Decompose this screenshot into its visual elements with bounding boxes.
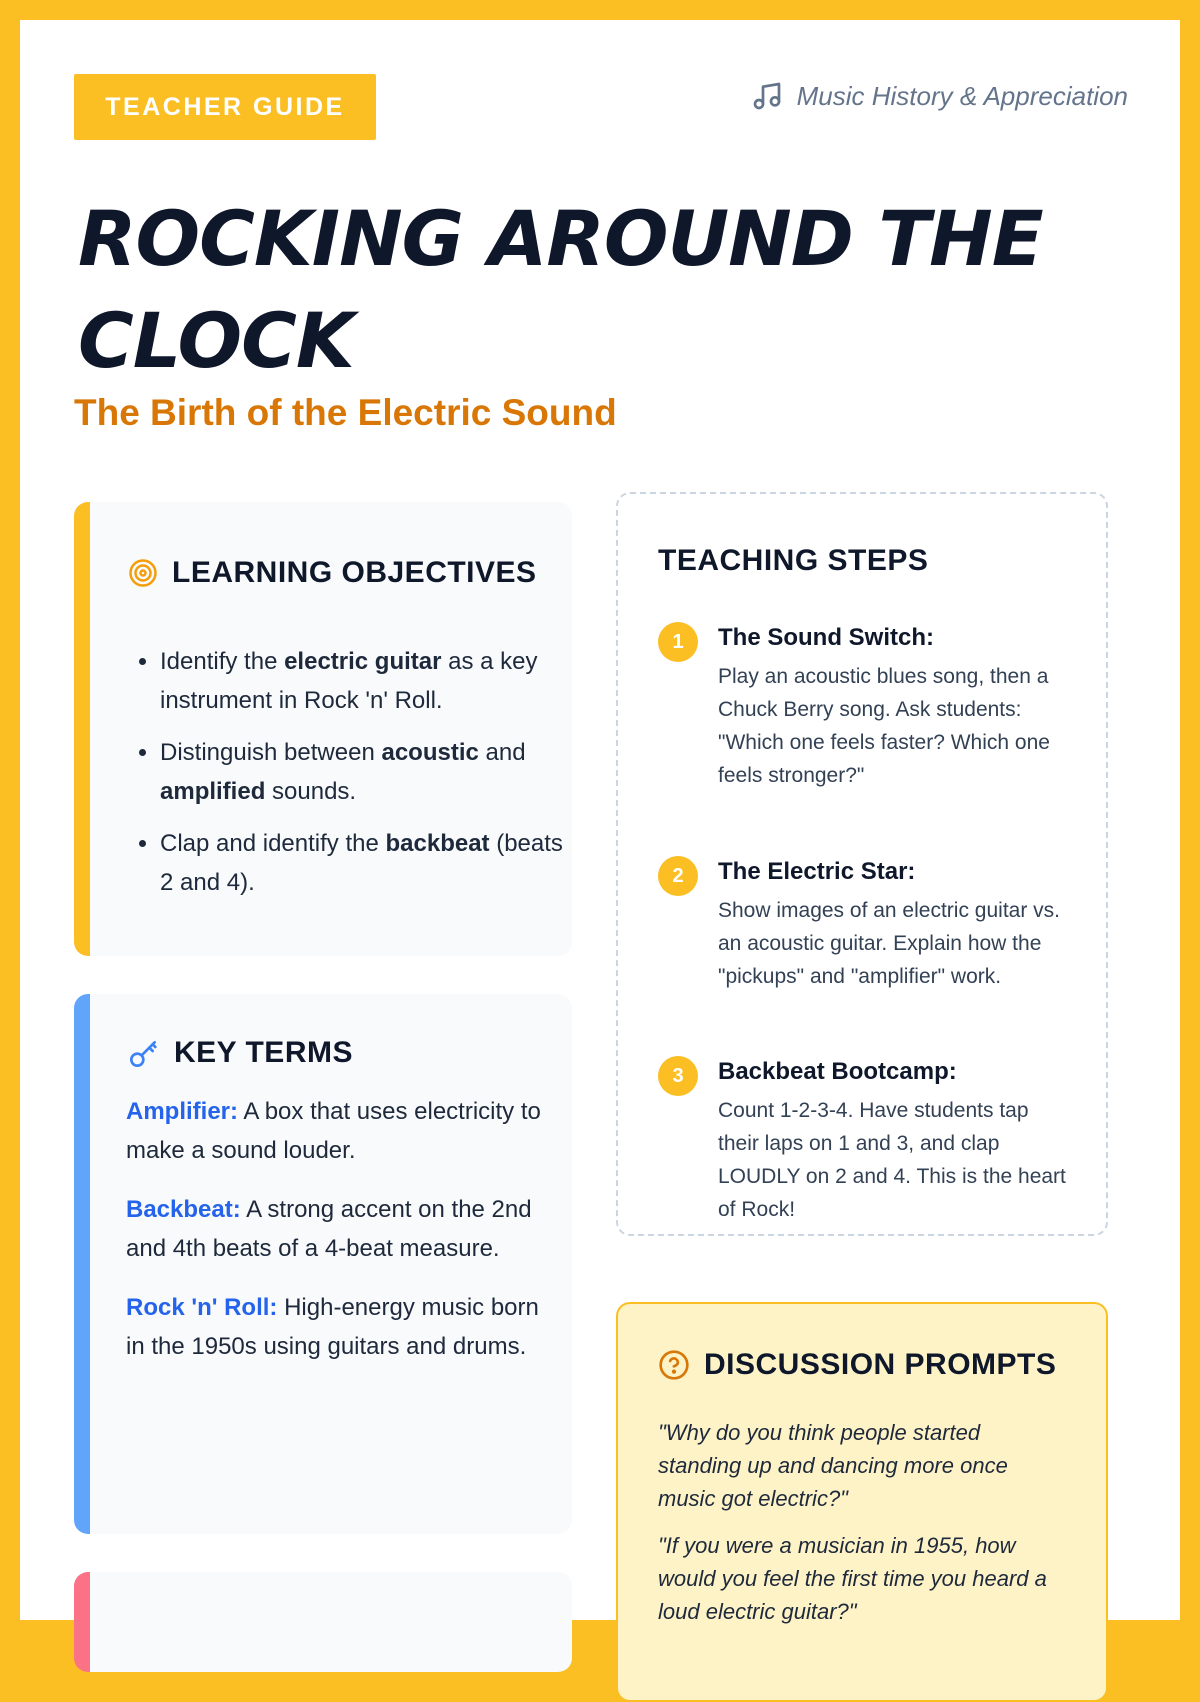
term-name: Rock 'n' Roll: [126,1294,278,1321]
step-number: 2 [658,856,698,896]
partial-card [74,1572,572,1672]
course-name: Music History & Appreciation [796,80,1128,111]
page-title: ROCKING AROUND THE CLOCK [78,194,1043,385]
discussion-prompts-title: DISCUSSION PROMPTS [704,1348,1057,1381]
question-circle-icon [658,1349,690,1381]
objective-item: • Clap and identify the backbeat (beats 2 and 4). [160,824,570,902]
teacher-guide-badge: TEACHER GUIDE [74,74,376,140]
key-terms-heading [128,1036,353,1070]
term-name: Backbeat: [126,1196,241,1223]
teaching-steps-title: TEACHING STEPS [658,544,929,577]
page-subtitle: The Birth of the Electric Sound [74,392,617,433]
step-number: 1 [658,622,698,662]
step-description: Count 1-2-3-4. Have students tap their laps on 1 and 3, and clap LOUDLY on 2 and 4. This is the heart of Rock! [718,1099,1066,1221]
learning-objectives-heading [128,550,548,596]
discussion-question: "Why do you think people started standing up and dancing more once music got electric?" [658,1420,1008,1511]
music-note-icon [751,80,783,112]
step-title: The Electric Star: [718,858,916,885]
term-definition: Amplifier: A box that uses electricity to make a sound louder. [126,1098,541,1164]
key-terms-card [74,994,572,1534]
key-terms-list [126,1092,546,1386]
target-icon [128,558,158,588]
key-icon [128,1037,160,1069]
course-label [751,76,1128,116]
objective-item: • Distinguish between acoustic and amplified sounds. [160,733,570,811]
objective-item: • Identify the electric guitar as a key instrument in Rock 'n' Roll. [160,642,570,720]
learning-objectives-card [74,502,572,956]
learning-objectives-title: LEARNING OBJECTIVES [172,556,537,589]
step-number: 3 [658,1056,698,1096]
discussion-prompts-card [616,1302,1108,1702]
key-terms-title: KEY TERMS [174,1036,353,1069]
objectives-list [126,642,570,915]
teacher-guide-page [20,20,1180,1624]
teaching-steps-card [616,492,1108,1236]
step-description: Show images of an electric guitar vs. an acoustic guitar. Explain how the "pickups" and "amplifier" work. [718,899,1060,988]
discussion-question: "If you were a musician in 1955, how would you feel the first time you heard a loud electric guitar?" [658,1533,1047,1624]
step-title: Backbeat Bootcamp: [718,1058,957,1085]
discussion-prompts-heading [658,1348,1056,1382]
term-definition: Rock 'n' Roll: High-energy music born in the 1950s using guitars and drums. [126,1294,539,1360]
step-description: Play an acoustic blues song, then a Chuck Berry song. Ask students: "Which one feels faster? Which one feels stronger?" [718,665,1050,787]
term-name: Amplifier: [126,1098,239,1125]
term-definition: Backbeat: A strong accent on the 2nd and 4th beats of a 4-beat measure. [126,1196,532,1262]
step-title: The Sound Switch: [718,624,934,651]
